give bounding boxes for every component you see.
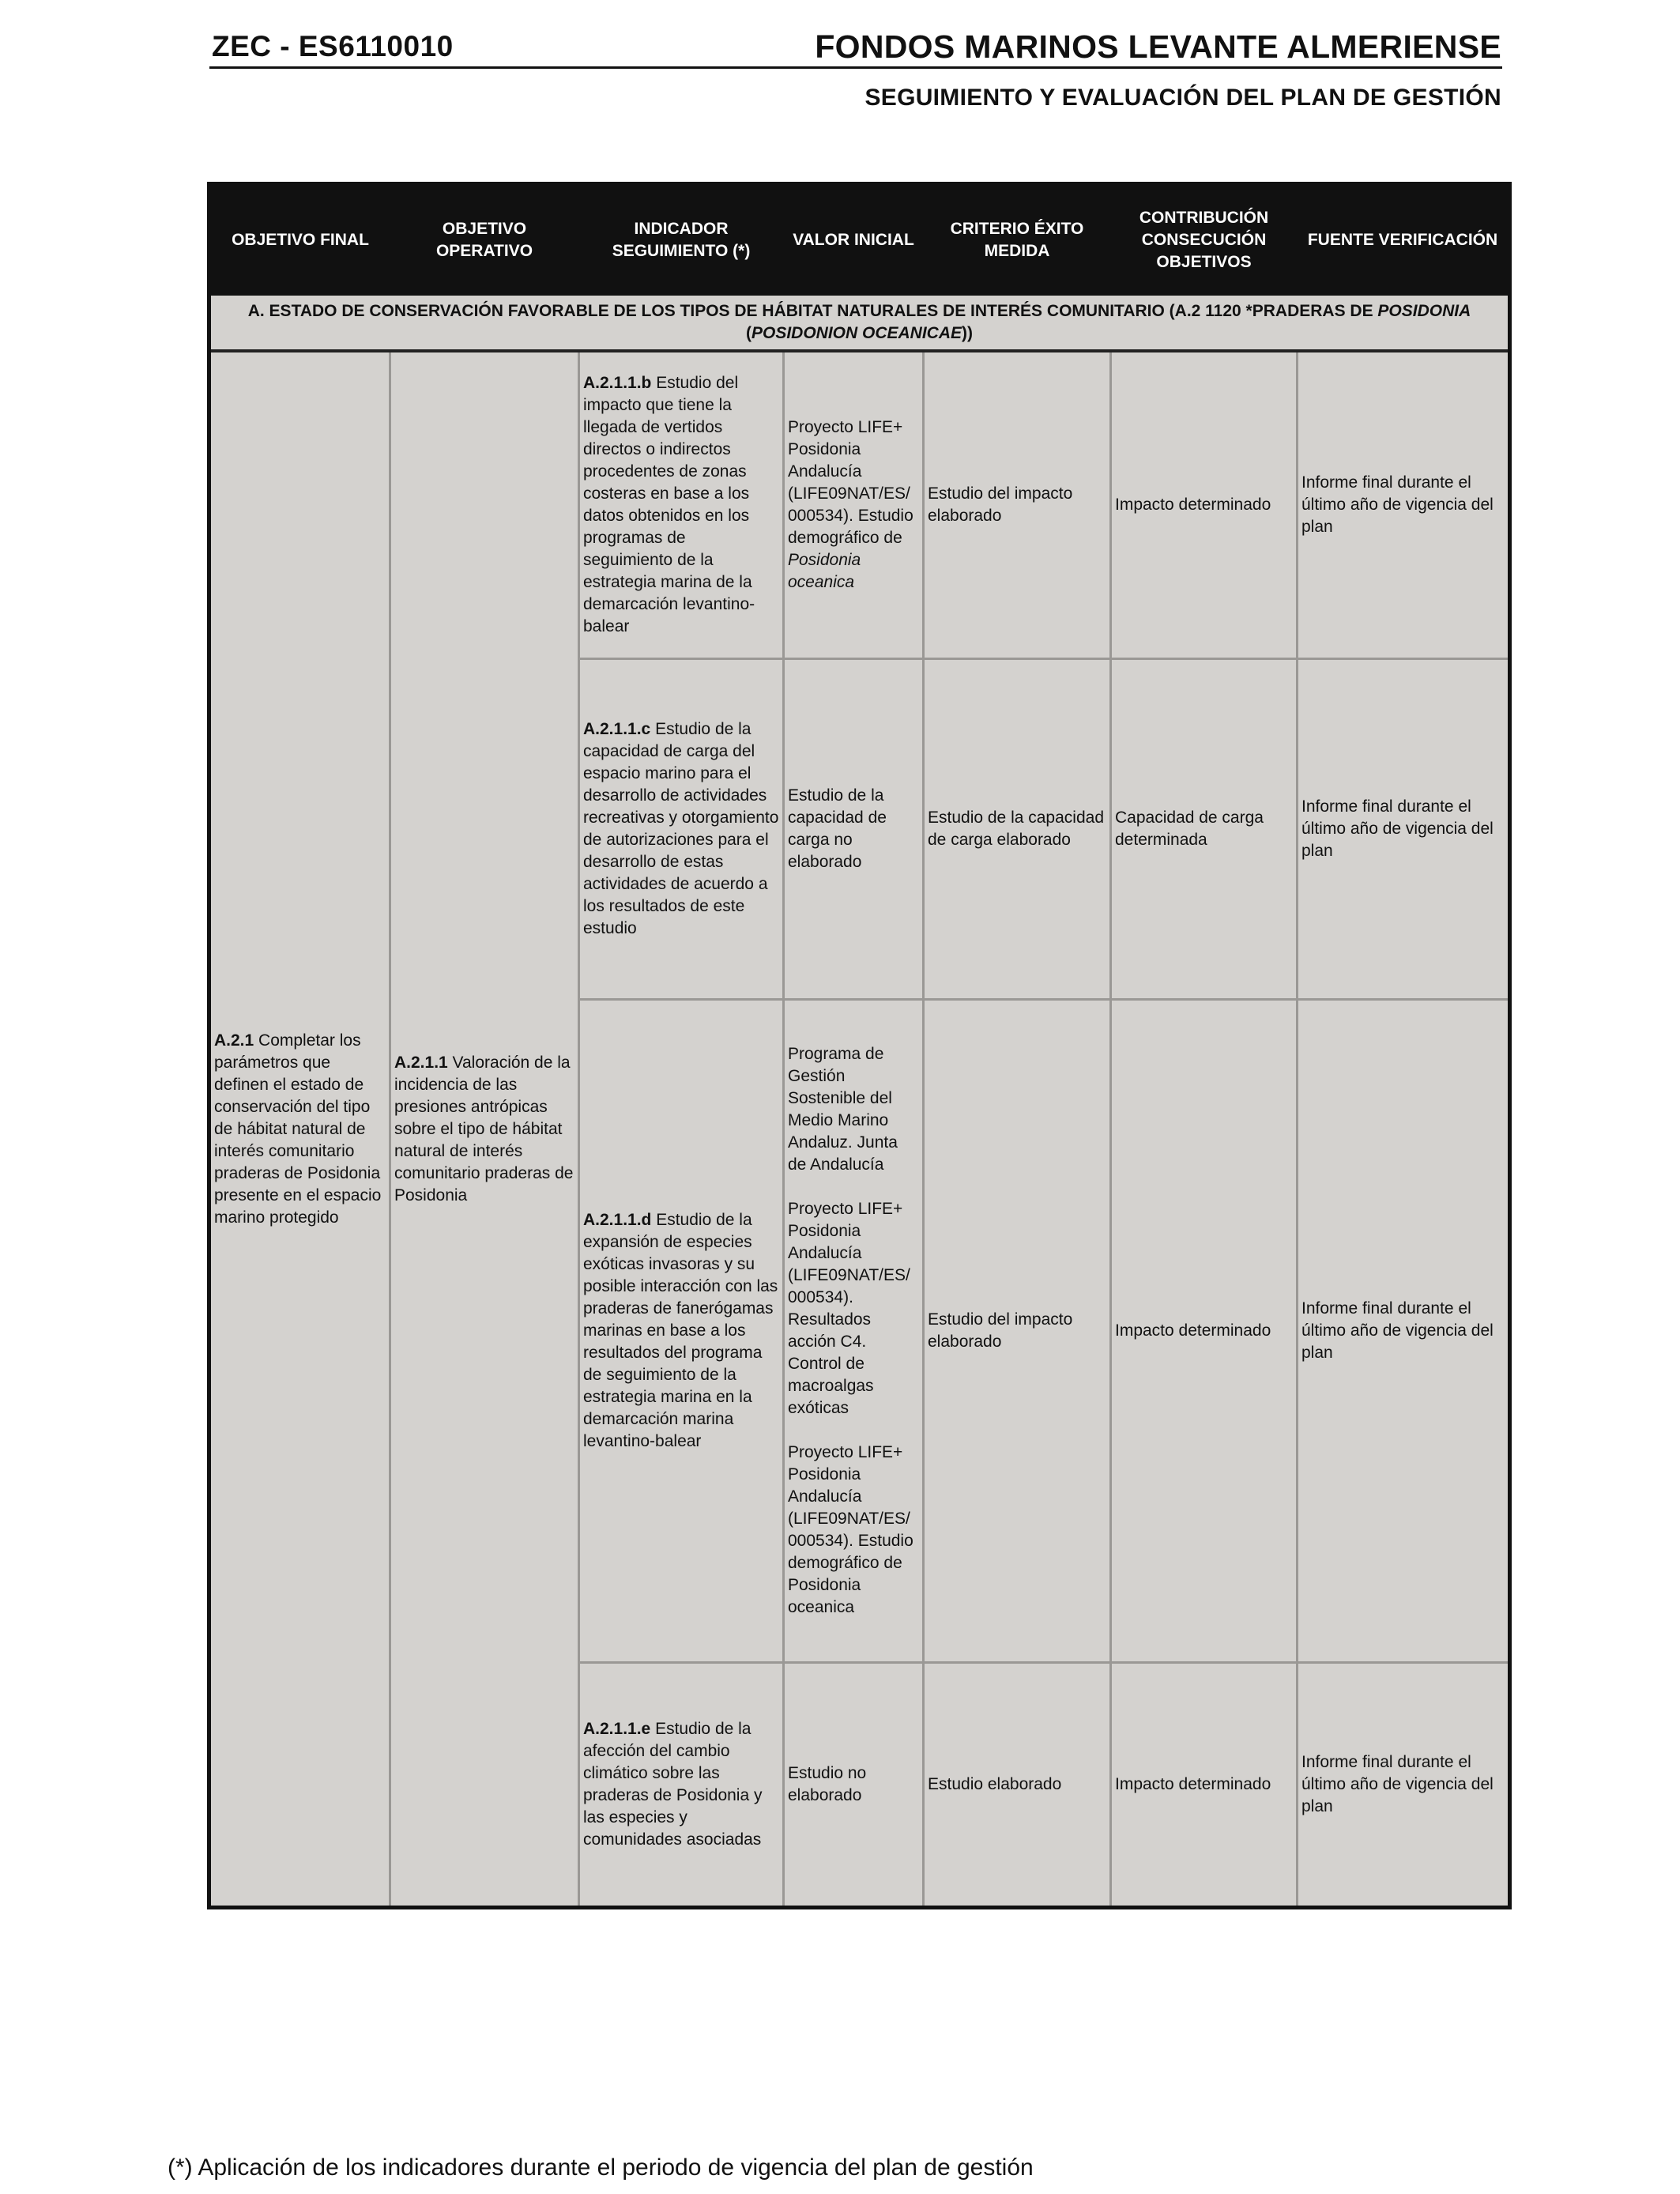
valor-inicial-cell: Proyecto LIFE+ Posidonia Andalucía (LIFE09NAT/ES/ 000534). Estudio demográfico de Posidonia oceanica <box>784 351 924 659</box>
fuente-cell: Informe final durante el último año de vigencia del plan <box>1298 351 1510 659</box>
table-header-row <box>209 184 1510 296</box>
monitoring-table <box>207 182 1512 1909</box>
fuente-cell: Informe final durante el último año de vigencia del plan <box>1298 1663 1510 1908</box>
contribucion-cell: Impacto determinado <box>1111 351 1298 659</box>
contribucion-cell: Impacto determinado <box>1111 1663 1298 1908</box>
fuente-cell: Informe final durante el último año de vigencia del plan <box>1298 1000 1510 1663</box>
valor-inicial-cell: Programa de Gestión Sostenible del Medio Marino Andaluz. Junta de Andalucía Proyecto LIFE+ Posidonia Andalucía (LIFE09NAT/ES/ 000534). Resultados acción C4. Control de macroalgas exóticas Proyecto LIFE+ Posidonia Andalucía (LIFE09NAT/ES/ 000534). Estudio demográfico de Posidonia oceanica <box>784 1000 924 1663</box>
fuente-cell: Informe final durante el último año de vigencia del plan <box>1298 659 1510 1000</box>
indicator-cell: A.2.1.1.b Estudio del impacto que tiene la llegada de vertidos directos o indirectos procedentes de zonas costeras en base a los datos obtenidos en los programas de seguimiento de la estrategia marina de la demarcación levantino-balear <box>579 351 784 659</box>
col-header-objetivo-operativo: OBJETIVO OPERATIVO <box>390 184 579 296</box>
criterio-cell: Estudio del impacto elaborado <box>924 1000 1111 1663</box>
col-header-valor-inicial: VALOR INICIAL <box>784 184 924 296</box>
indicator-cell: A.2.1.1.e Estudio de la afección del cambio climático sobre las praderas de Posidonia y las especies y comunidades asociadas <box>579 1663 784 1908</box>
col-header-contribucion: CONTRIBUCIÓN CONSECUCIÓN OBJETIVOS <box>1111 184 1298 296</box>
indicator-cell: A.2.1.1.c Estudio de la capacidad de carga del espacio marino para el desarrollo de actividades recreativas y otorgamiento de autorizaciones para el desarrollo de estas actividades de acuerdo a los resultados de este estudio <box>579 659 784 1000</box>
criterio-cell: Estudio de la capacidad de carga elaborado <box>924 659 1111 1000</box>
col-header-fuente: FUENTE VERIFICACIÓN <box>1298 184 1510 296</box>
section-row <box>209 296 1510 352</box>
col-header-criterio: CRITERIO ÉXITO MEDIDA <box>924 184 1111 296</box>
site-name: FONDOS MARINOS LEVANTE ALMERIENSE <box>815 28 1501 65</box>
indicator-cell: A.2.1.1.d Estudio de la expansión de especies exóticas invasoras y su posible interacción con las praderas de fanerógamas marinas en base a los resultados del programa de seguimiento de la estrategia marina en la demarcación marina levantino-balear <box>579 1000 784 1663</box>
col-header-indicador: INDICADOR SEGUIMIENTO (*) <box>579 184 784 296</box>
header-divider <box>209 66 1502 69</box>
contribucion-cell: Impacto determinado <box>1111 1000 1298 1663</box>
valor-inicial-cell: Estudio no elaborado <box>784 1663 924 1908</box>
valor-inicial-cell: Estudio de la capacidad de carga no elaborado <box>784 659 924 1000</box>
section-title: A. ESTADO DE CONSERVACIÓN FAVORABLE DE LOS TIPOS DE HÁBITAT NATURALES DE INTERÉS COMUNITARIO (A.2 1120 *PRADERAS DE POSIDONIA (POSIDONION OCEANICAE)) <box>209 296 1510 352</box>
zec-code: ZEC - ES6110010 <box>212 30 454 62</box>
page-subtitle: SEGUIMIENTO Y EVALUACIÓN DEL PLAN DE GESTIÓN <box>864 85 1501 111</box>
objetivo-operativo-cell: A.2.1.1 Valoración de la incidencia de las presiones antrópicas sobre el tipo de hábitat natural de interés comunitario praderas de Posidonia <box>390 351 579 1908</box>
objetivo-final-cell: A.2.1 Completar los parámetros que definen el estado de conservación del tipo de hábitat natural de interés comunitario praderas de Posidonia presente en el espacio marino protegido <box>209 351 390 1908</box>
col-header-objetivo-final: OBJETIVO FINAL <box>209 184 390 296</box>
criterio-cell: Estudio del impacto elaborado <box>924 351 1111 659</box>
criterio-cell: Estudio elaborado <box>924 1663 1111 1908</box>
contribucion-cell: Capacidad de carga determinada <box>1111 659 1298 1000</box>
table-row <box>209 351 1510 659</box>
footnote: (*) Aplicación de los indicadores durante el periodo de vigencia del plan de gestión <box>168 2154 1034 2181</box>
